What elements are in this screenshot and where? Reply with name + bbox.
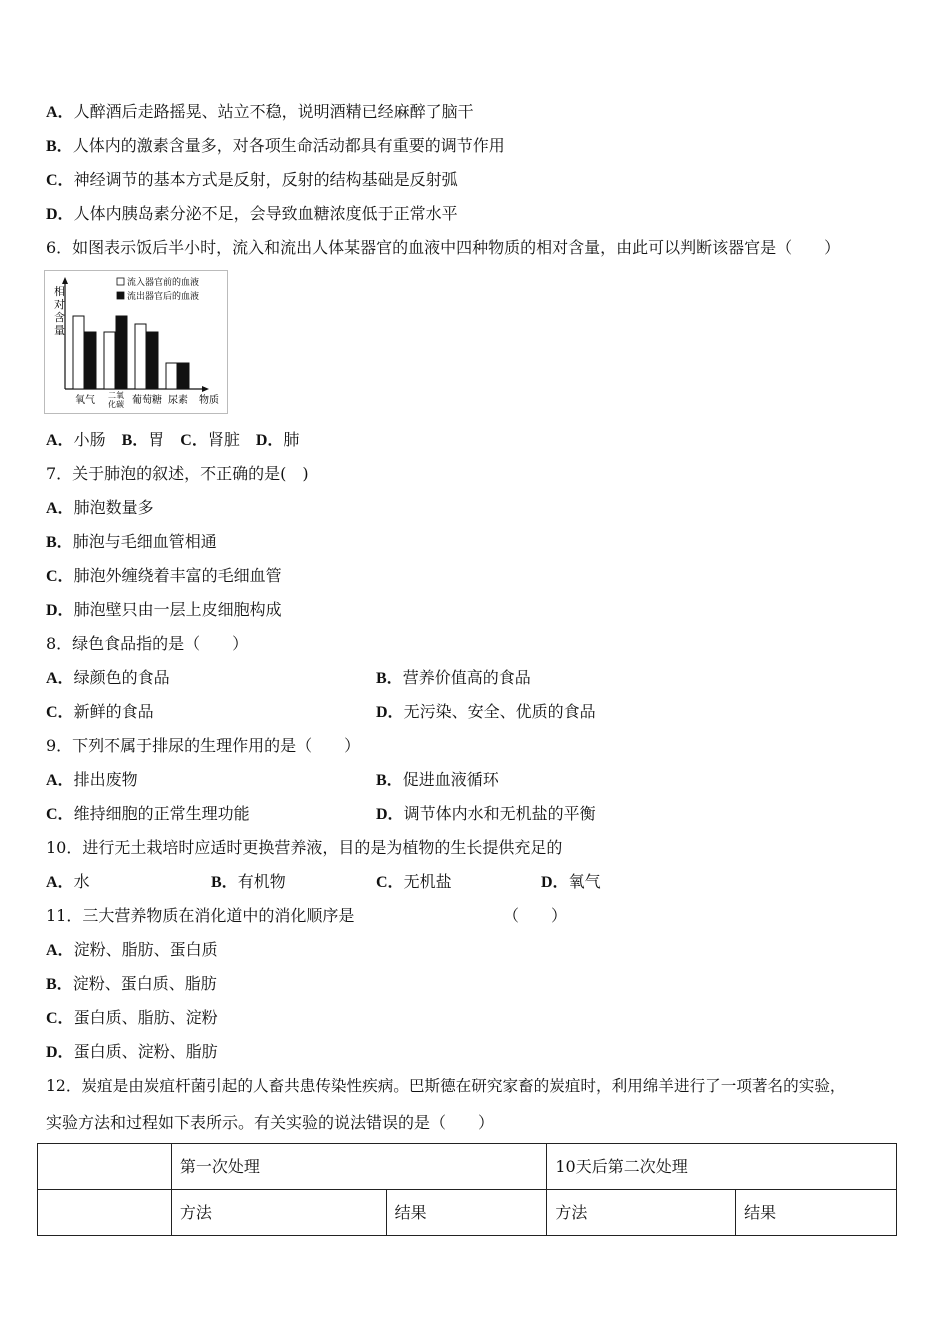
option-text: 淀粉、蛋白质、脂肪 (72, 974, 217, 993)
q10-option-d (541, 872, 601, 893)
bar-in-2 (135, 324, 146, 389)
bar-out-3 (178, 363, 189, 389)
option-text: 无机盐 (403, 872, 452, 891)
legend-label-in: 流入器官前的血液 (127, 278, 200, 288)
option-letter: D． (46, 602, 74, 619)
legend-swatch-in (117, 278, 124, 285)
q7-option-d (46, 600, 282, 621)
q9-option-c (46, 804, 250, 825)
x-tick-label: 化碳 (108, 400, 124, 409)
bar-in-0 (73, 316, 84, 389)
option-text: 调节体内水和无机盐的平衡 (403, 804, 596, 823)
table-empty-cell (38, 1190, 172, 1236)
option-text: 无污染、安全、优质的食品 (403, 702, 596, 721)
option-text: 肺泡壁只由一层上皮细胞构成 (73, 600, 282, 619)
q7-option-c (46, 566, 282, 587)
table-corner-cell (38, 1144, 172, 1190)
option-text: 新鲜的食品 (73, 702, 154, 721)
q8-option-a (46, 668, 170, 689)
x-tick-label: 葡萄糖 (132, 395, 162, 406)
option-letter: A． (46, 772, 74, 789)
q9-option-d (376, 804, 596, 825)
option-text: 淀粉、脂肪、蛋白质 (73, 940, 218, 959)
q7-stem: 7．关于肺泡的叙述，不正确的是( ) (46, 464, 309, 483)
option-letter: A． (46, 942, 74, 959)
q5-option-c (46, 170, 458, 191)
q11-answer-paren: （ ） (503, 906, 568, 925)
method-header-1: 方法 (171, 1190, 386, 1236)
option-letter: B． (376, 670, 403, 687)
x-tick-label: 氧气 (75, 395, 95, 406)
option-text: 人体内胰岛素分泌不足，会导致血糖浓度低于正常水平 (73, 204, 458, 223)
x-tick-label: 二氧 (108, 391, 124, 400)
result-header-2: 结果 (736, 1190, 897, 1236)
option-letter: C． (46, 568, 74, 585)
option-letter: C． (376, 874, 404, 891)
bar-out-1 (116, 316, 127, 389)
option-letter: D． (376, 806, 404, 823)
option-text: 水 (73, 872, 90, 891)
bar-in-3 (166, 363, 177, 389)
q7-option-a (46, 498, 154, 519)
table-row (38, 1144, 897, 1190)
option-letter: B． (46, 534, 73, 551)
q8-stem: 8．绿色食品指的是（ ） (46, 634, 249, 653)
option-letter: B． (121, 432, 149, 449)
q8-option-b (376, 668, 531, 689)
q9-option-a (46, 770, 138, 791)
q5-option-d (46, 204, 458, 225)
q11-option-d (46, 1042, 218, 1063)
legend-label-out: 流出器官后的血液 (127, 292, 200, 302)
option-text: 绿颜色的食品 (73, 668, 170, 687)
chart-ylabel: 相对含量 (54, 285, 65, 337)
option-text: 人醉酒后走路摇晃、站立不稳，说明酒精已经麻醉了脑干 (73, 102, 474, 121)
method-header-2: 方法 (547, 1190, 736, 1236)
q12-stem-line2: 实验方法和过程如下表所示。有关实验的说法错误的是（ ） (46, 1113, 495, 1132)
q11-option-b (46, 974, 217, 995)
chart-xlabel: 物质 (199, 395, 219, 406)
q9-option-b (376, 770, 499, 791)
bar-out-0 (85, 332, 96, 389)
option-text: 蛋白质、淀粉、脂肪 (73, 1042, 218, 1061)
first-treatment-header: 第一次处理 (171, 1144, 547, 1190)
option-letter: C． (46, 172, 74, 189)
option-text: 肺泡数量多 (73, 498, 154, 517)
option-letter: B． (46, 138, 73, 155)
bar-chart (44, 270, 228, 414)
option-letter: D． (255, 432, 284, 449)
q10-option-a (46, 872, 90, 893)
option-text: 维持细胞的正常生理功能 (73, 804, 250, 823)
option-letter: D． (541, 874, 569, 891)
option-letter: D． (376, 704, 404, 721)
option-text: 肺泡与毛细血管相通 (72, 532, 217, 551)
q11-option-a (46, 940, 218, 961)
option-letter: B． (46, 976, 73, 993)
option-text: 小肠 (73, 430, 106, 449)
x-tick-label: 尿素 (168, 395, 188, 406)
option-text: 排出废物 (73, 770, 138, 789)
option-text: 氧气 (568, 872, 601, 891)
q10-option-b (211, 872, 286, 893)
option-letter: C． (46, 704, 74, 721)
q10-option-c (376, 872, 452, 893)
bar-in-1 (104, 332, 115, 389)
x-axis-arrow (202, 386, 209, 392)
result-header-1: 结果 (386, 1190, 547, 1236)
second-treatment-header: 10天后第二次处理 (547, 1144, 897, 1190)
option-text: 营养价值高的食品 (402, 668, 531, 687)
q5-option-a (46, 102, 474, 123)
option-letter: C． (180, 432, 208, 449)
option-letter: A． (46, 874, 74, 891)
option-text: 肺 (283, 430, 300, 449)
q8-option-c (46, 702, 154, 723)
option-letter: A． (46, 104, 74, 121)
option-letter: A． (46, 500, 74, 517)
y-axis-arrow (62, 277, 68, 284)
option-text: 人体内的激素含量多，对各项生命活动都具有重要的调节作用 (72, 136, 505, 155)
option-letter: A． (46, 670, 74, 687)
q10-stem: 10．进行无土栽培时应适时更换营养液，目的是为植物的生长提供充足的 (46, 838, 563, 857)
q6-options (46, 430, 299, 451)
option-letter: C． (46, 806, 74, 823)
option-text: 促进血液循环 (402, 770, 499, 789)
q8-option-d (376, 702, 596, 723)
q11-option-c (46, 1008, 218, 1029)
option-text: 蛋白质、脂肪、淀粉 (73, 1008, 218, 1027)
q5-option-b (46, 136, 505, 157)
option-text: 有机物 (237, 872, 286, 891)
option-letter: A． (46, 432, 74, 449)
q9-stem: 9．下列不属于排尿的生理作用的是（ ） (46, 736, 361, 755)
option-text: 肾脏 (207, 430, 240, 449)
q11-stem: 11．三大营养物质在消化道中的消化顺序是 (46, 906, 355, 925)
option-letter: B． (211, 874, 238, 891)
bar-out-2 (147, 332, 158, 389)
table-row (38, 1190, 897, 1236)
option-text: 胃 (148, 430, 165, 449)
option-letter: D． (46, 206, 74, 223)
experiment-table (37, 1143, 897, 1236)
option-letter: D． (46, 1044, 74, 1061)
option-text: 神经调节的基本方式是反射，反射的结构基础是反射弧 (73, 170, 458, 189)
q6-stem: 6．如图表示饭后半小时，流入和流出人体某器官的血液中四种物质的相对含量，由此可以判断该器官是（ ） (46, 238, 841, 257)
option-letter: B． (376, 772, 403, 789)
q12-stem-line1: 12．炭疽是由炭疽杆菌引起的人畜共患传染性疾病。巴斯德在研究家畜的炭疽时，利用绵羊进行了一项著名的实验， (46, 1077, 846, 1095)
option-letter: C． (46, 1010, 74, 1027)
bar-chart-svg (45, 271, 227, 413)
legend-swatch-out (117, 292, 124, 299)
option-text: 肺泡外缠绕着丰富的毛细血管 (73, 566, 282, 585)
q7-option-b (46, 532, 217, 553)
